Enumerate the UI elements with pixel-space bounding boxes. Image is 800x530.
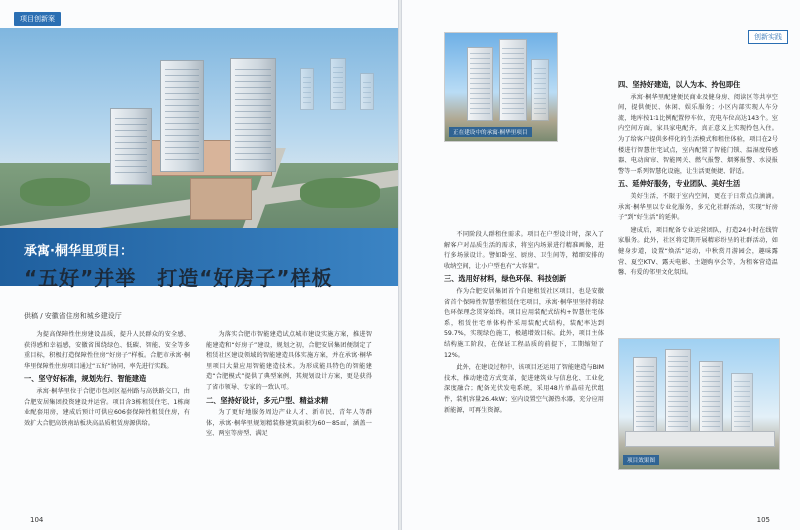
section-tag: 创新实践 xyxy=(748,30,788,44)
article-author: 供稿 / 安徽省住房和城乡建设厅 xyxy=(24,312,122,320)
photo-caption: 正在建设中的承寓·桐华里项目 xyxy=(449,127,532,137)
article-subtitle: 承寓·桐华里项目： xyxy=(24,244,133,259)
article-title: “五好”并举 打造“好房子”样板 xyxy=(24,266,333,290)
paragraph: 此外，在建设过程中，该项目还运用了智能建造与BIM技术，推动建造方式变革，促进建筑业与信息化、工业化深度融合；配备光伏发电系统，采用48片单晶硅光伏组件，装机容量26.4kW；室内设置空气源热水器，充分应用新能源，可再生资源。 xyxy=(444,364,604,414)
paragraph: 作为合肥安居集团首个自建租赁社区项目，也是安徽省首个保障性智慧型租赁住宅项目，承寓·桐华里坚持将绿色环保理念贯穿始终。项目应用装配式结构+智慧住宅体系，租赁住宅单体构件采用装配式结构，装配率达到59.7%，实现绿色施工，极越增效目标。此外，项目主体结构施工阶段，在保证工程品质的前提下，工期缩短了12%。 xyxy=(444,287,604,359)
construction-photo xyxy=(444,32,558,142)
paragraph: 为提高保障性住房建设品质，提升人民群众的安全感、获得感和幸福感，安徽省围绕绿色、低碳、智能、安全等多重目标，积极打造保障性住房“好房子”样板。合肥市承寓·桐华里保障性住房项目通过“五好”协同，率先进行实践。 xyxy=(24,331,190,370)
section-tag: 项目创新案 xyxy=(14,12,61,26)
section-heading: 一、坚守好标准，规划先行、智能建造 xyxy=(24,374,147,384)
right-column-1 xyxy=(444,230,604,418)
right-column-2 xyxy=(618,80,778,281)
left-column-2 xyxy=(206,330,372,442)
paragraph: 美好生活，不限于室内空间，更在于日常点点滴滴。承寓·桐华里以专业化服务，多元化社群活动，实现“好房子”到“好生活”的延伸。 xyxy=(618,192,778,222)
page-number: 105 xyxy=(756,516,770,524)
section-heading: 四、坚持好建造，以人为本、拎包即住 xyxy=(618,80,741,89)
photo-caption: 项目效果图 xyxy=(623,455,659,465)
rendering-photo xyxy=(618,338,780,470)
paragraph: 为落实合肥市智能建造试点城市建设实施方案，推进智能建造和“好房子”建设，规划之初，合肥安居集团便制定了租赁社区建设领域的智能建造具体实施方案，并在承寓·桐华里项目大量应用智能建造技术。为形成能具特色的智能建造“合肥模式”提供了典型案例，其规划设计方案，更是获得了省市领导、专家的一致认可。 xyxy=(206,331,372,391)
section-heading: 三、选用好材料，绿色环保、科技创新 xyxy=(444,274,567,284)
paragraph: 承寓·桐华里配建便民商业及健身房、阅读区等共享空间，提供便民、休闲、娱乐服务；小区内部实现人车分流，地库按1∶1比例配置停车位，充电车位高达143个。室内空间方面，家具家电配齐，真正意义上实现拎包入住。为了给客户提供多样化的生活模式和租住体验，项目在2号楼进行智慧住宅试点，室内配置了智能门锁、温湿度传感器、电动窗帘、智能网关、燃气报警、烟雾报警、水浸报警等一系列智慧化设施，让生活更便捷、舒适。 xyxy=(618,93,778,175)
section-heading: 二、坚持好设计，多元户型、精益求精 xyxy=(206,395,329,405)
page-number: 104 xyxy=(30,516,44,524)
paragraph: 为了更好地服务周边产业人才、新市民、青年人等群体，承寓·桐华里规划精装修建筑面积为60～85㎡，涵盖一室、两室等房型、满足 xyxy=(206,409,372,438)
paragraph: 承寓·桐华里位于合肥市包河区福州路与高铁路交口，由合肥安居集团投资建设并运营。项目含3栋租赁住宅、1栋商业配套用房，建成后预计可供应606套保障性租赁住房，有效扩大合肥高铁南站板块高品质租赁房源供给。 xyxy=(24,387,190,427)
left-page xyxy=(0,0,398,530)
paragraph: 建成后，项目配备专业运营团队，打造24小时在线管家服务。此外，社区将定期开展精彩纷呈的社群活动，如健身步道，设置“焕活”运动，中秋赏月游园会，趣味露营、夏空KTV、露天电影、主题购享会等，为租客营造温馨、有爱的邻里文化氛围。 xyxy=(618,226,778,277)
left-column-1 xyxy=(24,330,190,431)
paragraph: 不同阶段人群租住需求。项目在户型设计时，深入了解客户对品质生活的需求，将室内场景进行精准画像，进行多场景设计。譬如卧室、厨房、卫生间等，精细安排的收纳空间，让小户型也有“大容量”。 xyxy=(444,231,604,270)
section-heading: 五、延伸好服务，专业团队、美好生活 xyxy=(618,179,741,189)
